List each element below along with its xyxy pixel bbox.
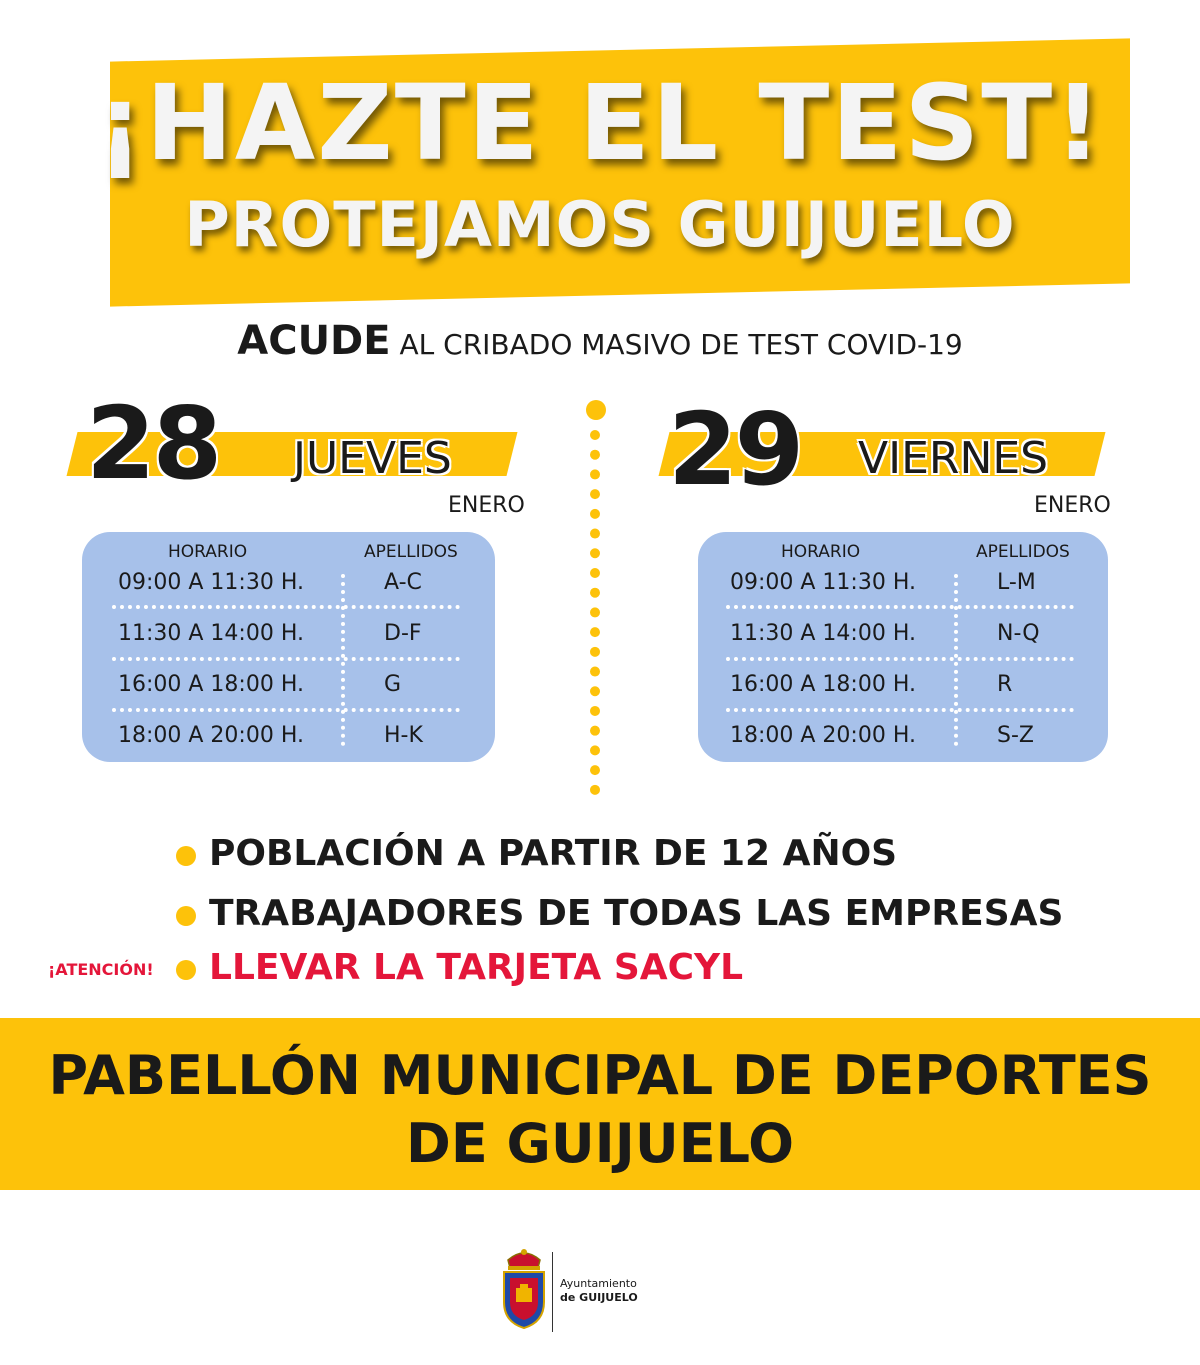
day1-number: 28 xyxy=(86,385,220,502)
bullet-dot xyxy=(176,846,196,866)
day1-row-time: 18:00 A 20:00 H. xyxy=(118,723,304,748)
bullet-dot xyxy=(176,906,196,926)
divider-dot xyxy=(586,400,606,420)
day1-row-time: 11:30 A 14:00 H. xyxy=(118,621,304,646)
coat-of-arms-icon xyxy=(498,1244,550,1332)
day2-number: 29 xyxy=(668,391,802,508)
day2-col-names: APELLIDOS xyxy=(976,542,1070,562)
day1-row-divider xyxy=(112,657,460,661)
attention-label: ¡ATENCIÓN! xyxy=(48,960,154,979)
day2-row-time: 11:30 A 14:00 H. xyxy=(730,621,916,646)
day2-row-divider xyxy=(726,708,1074,712)
intro-rest: AL CRIBADO MASIVO DE TEST COVID-19 xyxy=(399,328,963,361)
day2-row-time: 16:00 A 18:00 H. xyxy=(730,672,916,697)
day1-col-names: APELLIDOS xyxy=(364,542,458,562)
intro-lead: ACUDE xyxy=(237,318,391,364)
day2-weekday: VIERNES xyxy=(858,433,1049,484)
day1-weekday: JUEVES xyxy=(293,433,452,484)
day2-row-names: S-Z xyxy=(997,723,1034,748)
day1-row-names: A-C xyxy=(384,570,422,595)
intro-line xyxy=(0,318,1200,364)
day2-row-names: L-M xyxy=(997,570,1036,595)
requirement-item: POBLACIÓN A PARTIR DE 12 AÑOS xyxy=(209,833,898,874)
venue-line1: PABELLÓN MUNICIPAL DE DEPORTES xyxy=(48,1044,1152,1107)
day2-col-time: HORARIO xyxy=(781,542,861,562)
day1-row-divider xyxy=(112,708,460,712)
day1-month: ENERO xyxy=(448,493,525,518)
page-title: ¡HAZTE EL TEST! xyxy=(96,62,1104,184)
day2-row-names: N-Q xyxy=(997,621,1040,646)
venue-line2: DE GUIJUELO xyxy=(406,1112,794,1175)
requirement-item: TRABAJADORES DE TODAS LAS EMPRESAS xyxy=(209,893,1064,934)
day2-month: ENERO xyxy=(1034,493,1111,518)
day1-row-time: 16:00 A 18:00 H. xyxy=(118,672,304,697)
day1-row-time: 09:00 A 11:30 H. xyxy=(118,570,304,595)
day2-row-time: 09:00 A 11:30 H. xyxy=(730,570,916,595)
page-subtitle: PROTEJAMOS GUIJUELO xyxy=(184,188,1016,261)
day1-row-names: H-K xyxy=(384,723,423,748)
logo-separator xyxy=(552,1252,553,1332)
day1-row-names: D-F xyxy=(384,621,422,646)
logo-text-line2: de GUIJUELO xyxy=(560,1291,638,1304)
logo-text-line1: Ayuntamiento xyxy=(560,1277,637,1290)
day2-row-names: R xyxy=(997,672,1013,697)
bullet-dot xyxy=(176,960,196,980)
day1-col-time: HORARIO xyxy=(168,542,248,562)
day2-row-divider xyxy=(726,605,1074,609)
divider-dotted-line xyxy=(590,430,600,795)
day2-row-divider xyxy=(726,657,1074,661)
day1-row-names: G xyxy=(384,672,402,697)
day2-row-time: 18:00 A 20:00 H. xyxy=(730,723,916,748)
requirement-item-alert: LLEVAR LA TARJETA SACYL xyxy=(209,947,744,988)
day1-row-divider xyxy=(112,605,460,609)
